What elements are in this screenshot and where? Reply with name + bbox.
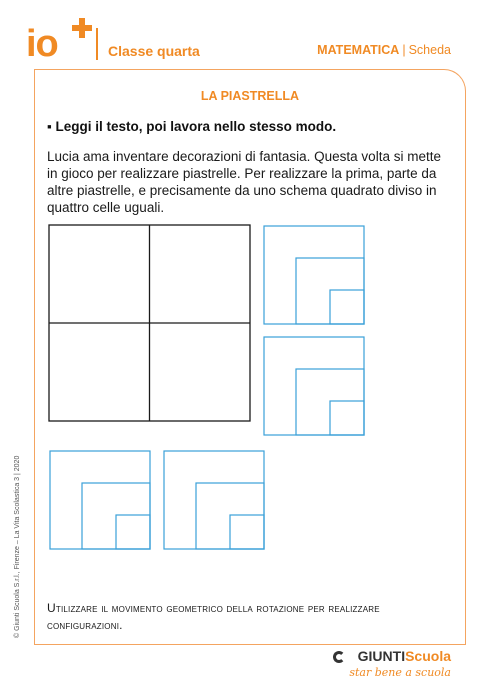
header-divider <box>96 28 98 60</box>
copyright-anchor <box>14 455 24 648</box>
giunti-logo-icon <box>333 651 345 663</box>
brand-tagline: star bene a scuola <box>349 666 451 679</box>
brand-name-giunti: GIUNTI <box>357 648 406 664</box>
subject-separator: | <box>402 43 406 57</box>
exercise-text: Lucia ama inventare decorazioni di fantasia. Questa volta si mette in gioco per realizzare piastrelle. Per realizzare la prima, parte da altre piastrelle, e precisamente da uno schema quadrato diviso in quattro celle uguali. <box>47 149 441 215</box>
brand-name <box>358 648 451 664</box>
subject-heading <box>317 43 451 57</box>
worksheet-frame-left-edge <box>34 69 35 645</box>
instruction-text: ▪ Leggi il testo, poi lavora nello stesso modo. <box>47 119 337 134</box>
class-label: Classe quarta <box>108 43 200 59</box>
plus-icon <box>72 18 92 38</box>
worksheet-title: LA PIASTRELLA <box>200 89 300 103</box>
io-plus-logo <box>26 20 98 64</box>
brand-name-scuola: Scuola <box>405 648 451 664</box>
logo-text: io <box>26 23 58 65</box>
sheet-label: Scheda <box>408 43 451 57</box>
nested-squares-tile-3 <box>49 450 151 550</box>
nested-squares-tile-4 <box>163 450 265 550</box>
four-cell-grid <box>48 224 251 422</box>
giunti-scuola-brand <box>311 648 451 684</box>
subject-label: MATEMATICA <box>317 43 400 57</box>
nested-squares-tile-2 <box>263 336 365 436</box>
copyright-text: © Giunti Scuola S.r.l., Firenze – La Vita Scolastica 3 | 2020 <box>14 455 21 638</box>
teacher-note: Utilizzare il movimento geometrico della rotazione per realizzare configurazioni. <box>47 601 380 632</box>
nested-squares-tile-1 <box>263 225 365 325</box>
